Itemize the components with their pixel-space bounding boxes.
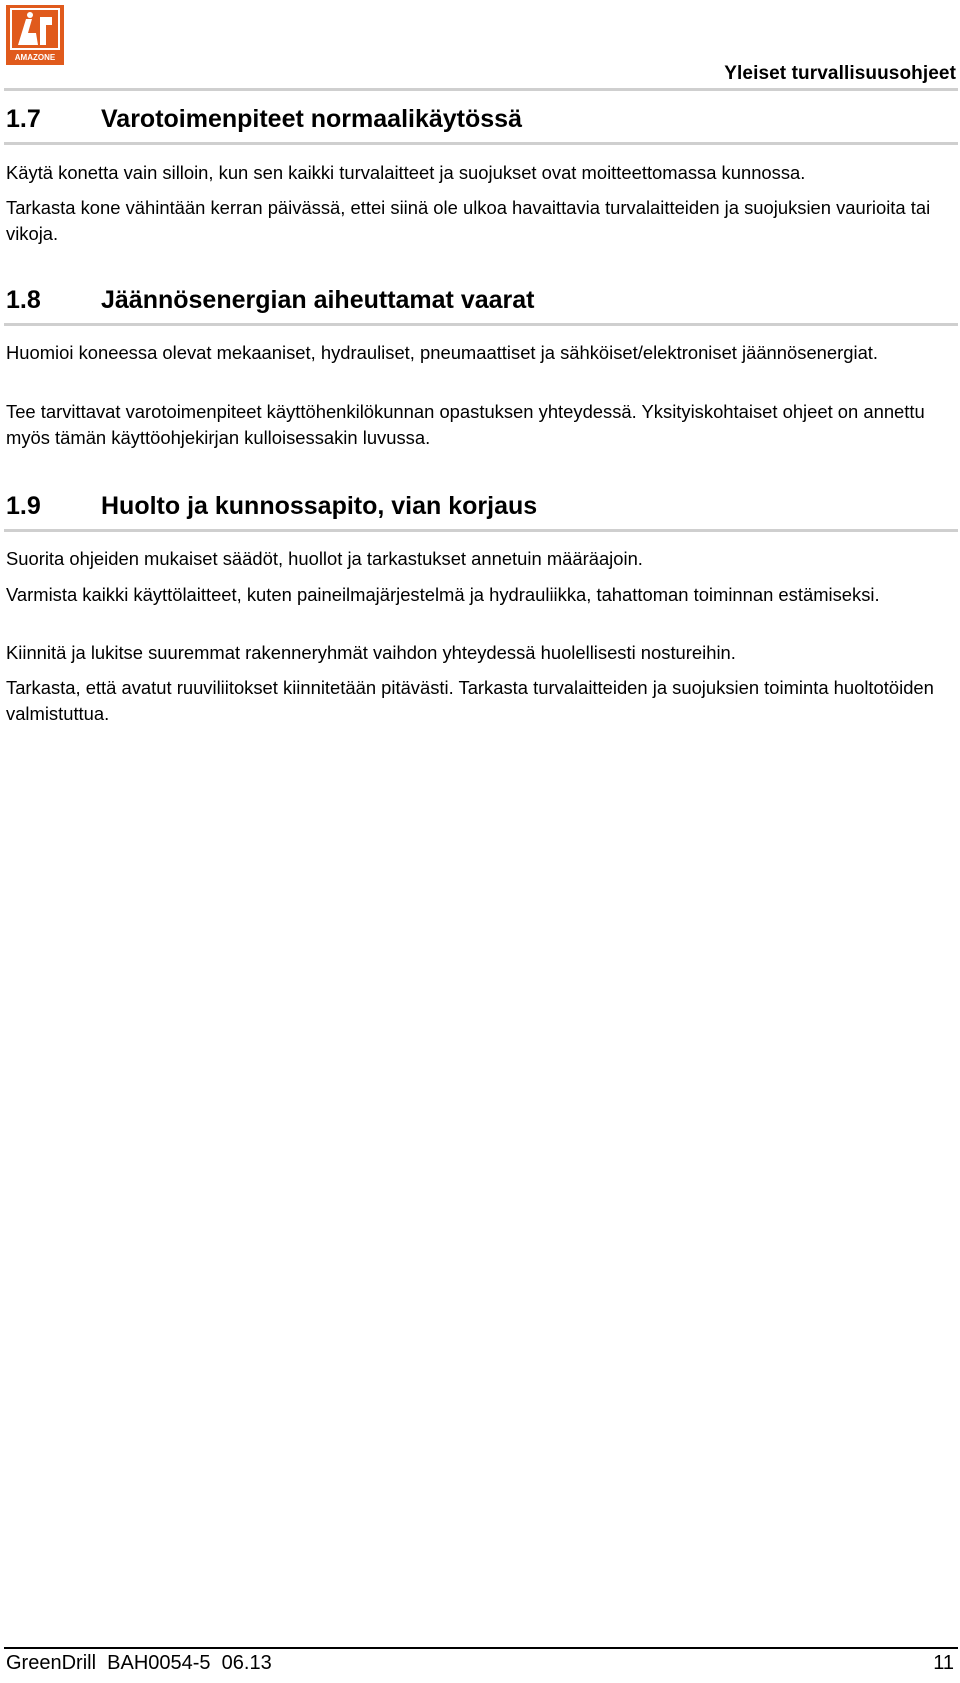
section-number: 1.9 bbox=[6, 492, 41, 520]
header-divider bbox=[4, 88, 958, 91]
paragraph: Tarkasta, että avatut ruuviliitokset kiinnitetään pitävästi. Tarkasta turvalaitteiden ja suojuksien toiminta huoltotöiden valmistuttua. bbox=[6, 677, 934, 724]
section-divider bbox=[4, 142, 958, 145]
footer-document-id: GreenDrill BAH0054-5 06.13 bbox=[6, 1652, 272, 1674]
section-number: 1.8 bbox=[6, 286, 41, 314]
section-divider bbox=[4, 323, 958, 326]
paragraph: Huomioi koneessa olevat mekaaniset, hydrauliset, pneumaattiset ja sähköiset/elektroniset jäännösenergiat. bbox=[6, 342, 879, 363]
amazone-logo bbox=[6, 5, 64, 65]
section-heading-1-8 bbox=[6, 285, 535, 315]
section-heading-1-7 bbox=[6, 104, 522, 134]
paragraph: Kiinnitä ja lukitse suuremmat rakenneryhmät vaihdon yhteydessä huolellisesti nostureihin. bbox=[6, 642, 736, 663]
section-divider bbox=[4, 529, 958, 532]
footer-page-number: 11 bbox=[933, 1652, 954, 1674]
running-header-title: Yleiset turvallisuusohjeet bbox=[724, 63, 956, 84]
footer-divider bbox=[4, 1647, 958, 1649]
section-heading-1-9 bbox=[6, 491, 537, 521]
paragraph: Tarkasta kone vähintään kerran päivässä, ettei siinä ole ulkoa havaittavia turvalaitteiden ja suojuksien vaurioita tai vikoja. bbox=[6, 197, 931, 244]
paragraph: Suorita ohjeiden mukaiset säädöt, huollot ja tarkastukset annetuin määräajoin. bbox=[6, 548, 643, 569]
section-title: Varotoimenpiteet normaalikäytössä bbox=[101, 105, 522, 133]
svg-text:AMAZONE: AMAZONE bbox=[14, 53, 56, 62]
paragraph: Varmista kaikki käyttölaitteet, kuten paineilmajärjestelmä ja hydrauliikka, tahattoman toiminnan estämiseksi. bbox=[6, 584, 880, 605]
section-title: Huolto ja kunnossapito, vian korjaus bbox=[101, 492, 538, 520]
section-number: 1.7 bbox=[6, 105, 41, 133]
paragraph: Tee tarvittavat varotoimenpiteet käyttöhenkilökunnan opastuksen yhteydessä. Yksityiskohtaiset ohjeet on annettu myös tämän käyttöohjekirjan kulloisessakin luvussa. bbox=[6, 401, 925, 448]
section-title: Jäännösenergian aiheuttamat vaarat bbox=[101, 286, 535, 314]
paragraph: Käytä konetta vain silloin, kun sen kaikki turvalaitteet ja suojukset ovat moitteettomassa kunnossa. bbox=[6, 162, 806, 183]
